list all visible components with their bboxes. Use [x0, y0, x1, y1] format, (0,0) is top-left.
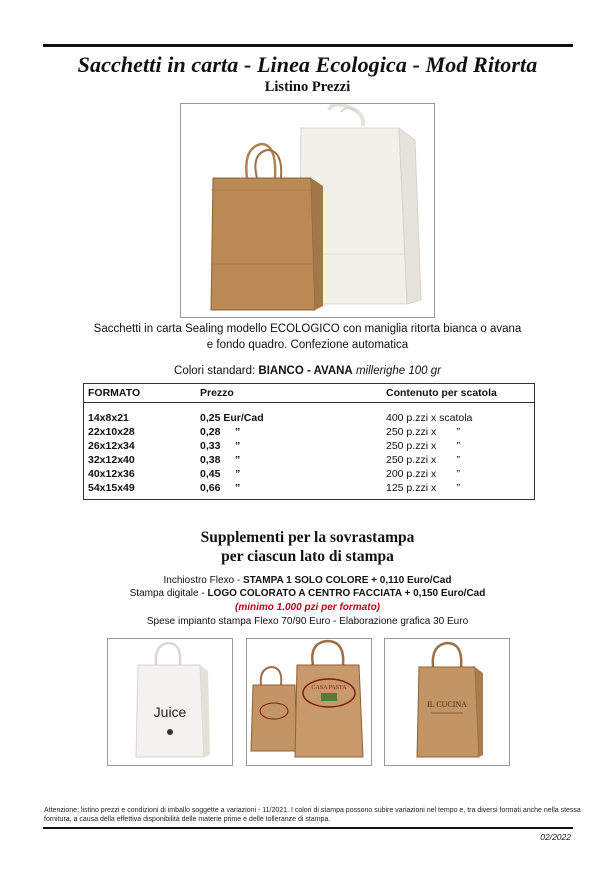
- row-content: 400 p.zzi x scatola: [386, 412, 473, 424]
- kraft-bag-icon: [385, 639, 509, 765]
- row-content: 250 p.zzi x ”: [386, 440, 461, 452]
- price-table: [83, 383, 535, 500]
- minimum-order: (minimo 1.000 pzi per formato): [234, 602, 381, 613]
- colors-prefix: Colori standard:: [174, 365, 259, 377]
- supplements-title-line-1: Supplementi per la sovrastampa: [200, 529, 415, 546]
- row-price: 0,38 ”: [200, 454, 241, 466]
- row-format: 26x12x34: [88, 440, 135, 452]
- kraft-bag-shape: [211, 178, 315, 310]
- table-row: [84, 468, 534, 481]
- supplements-title: [0, 528, 615, 566]
- row-price: 0,33 ”: [200, 440, 241, 452]
- document-date: 02/2022: [540, 832, 571, 842]
- row-format: 54x15x49: [88, 482, 135, 494]
- row-format: 22x10x28: [88, 426, 135, 438]
- colors-suffix: millerighe 100 gr: [352, 365, 441, 377]
- bag2-brand: CASA PASTA: [311, 685, 347, 691]
- printed-bags-icon: [247, 639, 371, 765]
- table-row: [84, 454, 534, 467]
- table-row: [84, 440, 534, 453]
- top-rule: [43, 44, 573, 47]
- row-content: 250 p.zzi x ”: [386, 454, 461, 466]
- product-photo: [180, 103, 435, 318]
- thumbnail-printed-bags: [246, 638, 372, 766]
- header-format: FORMATO: [88, 387, 141, 399]
- table-row: [84, 482, 534, 495]
- colors-values: BIANCO - AVANA: [258, 365, 353, 377]
- row-format: 14x8x21: [88, 412, 129, 424]
- row-price: 0,25 Eur/Cad: [200, 412, 264, 424]
- table-row: [84, 426, 534, 439]
- table-header: [84, 384, 534, 403]
- row-price: 0,66 ”: [200, 482, 241, 494]
- header-price: Prezzo: [200, 387, 234, 399]
- bag3-brand: IL CUCINA: [427, 700, 467, 709]
- description-line-2: e fondo quadro. Confezione automatica: [206, 339, 409, 351]
- thumbnail-kraft-bag: [384, 638, 510, 766]
- row-content: 250 p.zzi x ”: [386, 426, 461, 438]
- digital-bold: LOGO COLORATO A CENTRO FACCIATA + 0,150 Euro/Cad: [207, 588, 486, 599]
- table-row: [84, 412, 534, 425]
- bottom-rule: [43, 827, 573, 829]
- row-content: 200 p.zzi x ”: [386, 468, 461, 480]
- page-title: Sacchetti in carta - Linea Ecologica - Mod Ritorta: [77, 52, 538, 77]
- header-content: Contenuto per scatola: [386, 387, 497, 399]
- flexo-bold: STAMPA 1 SOLO COLORE + 0,110 Euro/Cad: [243, 575, 452, 586]
- digital-supplement: [0, 588, 615, 599]
- row-price: 0,28 ”: [200, 426, 241, 438]
- description-line-1: Sacchetti in carta Sealing modello ECOLOGICO con maniglia ritorta bianca o avana: [93, 323, 522, 335]
- row-format: 32x12x40: [88, 454, 135, 466]
- row-price: 0,45 ”: [200, 468, 241, 480]
- juice-label: Juice: [153, 704, 187, 720]
- digital-prefix: Stampa digitale -: [129, 588, 208, 599]
- flexo-supplement: [0, 575, 615, 586]
- page-subtitle: Listino Prezzi: [264, 79, 351, 95]
- product-description: [60, 321, 555, 353]
- supplements-title-line-2: per ciascun lato di stampa: [221, 548, 394, 565]
- row-format: 40x12x36: [88, 468, 135, 480]
- thumbnail-juice-bag: [107, 638, 233, 766]
- flexo-prefix: Inchiostro Flexo -: [163, 575, 243, 586]
- footer-note: Attenzione: listino prezzi e condizioni di imballo soggette a variazioni - 11/2021. I colori di stampa possono subire variazioni nel tempo e, tra diversi formati anche nella stessa fornitura, a causa della effettiva disponibilità delle materie prime e delle tolleranze di stampa.: [44, 807, 581, 823]
- row-content: 125 p.zzi x ”: [386, 482, 461, 494]
- setup-costs: Spese impianto stampa Flexo 70/90 Euro - Elaborazione grafica 30 Euro: [146, 616, 469, 627]
- bags-illustration: [181, 104, 434, 317]
- standard-colors: [0, 365, 615, 377]
- white-bag-icon: [108, 639, 232, 765]
